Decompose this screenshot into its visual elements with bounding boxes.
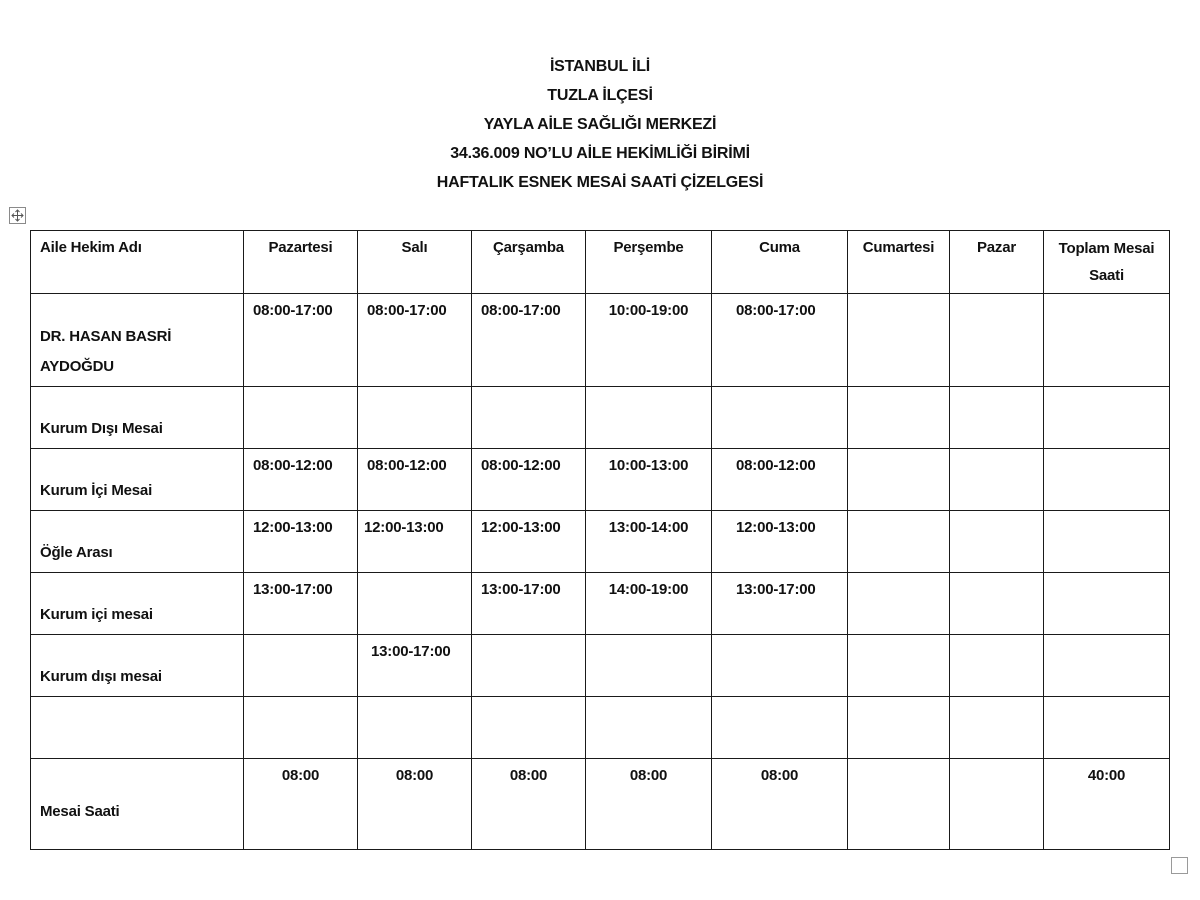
table-cell: [848, 294, 950, 387]
header-health-center: YAYLA AİLE SAĞLIĞI MERKEZİ: [483, 116, 717, 133]
table-row: [31, 635, 1170, 697]
header-cell-tuesday: Salı: [358, 231, 472, 294]
table-cell: [712, 697, 848, 759]
table-cell: [848, 387, 950, 449]
table-cell: 08:00: [712, 759, 848, 850]
table-cell: 13:00-17:00: [472, 573, 586, 635]
table-cell: [586, 635, 712, 697]
table-cell: 08:00-17:00: [358, 294, 472, 387]
table-cell: 08:00-17:00: [244, 294, 358, 387]
table-cell: 08:00-12:00: [712, 449, 848, 511]
weekly-schedule-table: [30, 230, 1170, 850]
table-cell: [712, 387, 848, 449]
table-cell: 08:00-12:00: [472, 449, 586, 511]
header-province: İSTANBUL İLİ: [549, 58, 651, 75]
table-cell: [244, 635, 358, 697]
table-cell: 08:00: [586, 759, 712, 850]
row-label-cell: Kurum İçi Mesai: [31, 449, 244, 511]
table-cell: [848, 697, 950, 759]
table-cell: 14:00-19:00: [586, 573, 712, 635]
table-cell: 13:00-17:00: [712, 573, 848, 635]
header-cell-total-hours: Toplam Mesai Saati: [1044, 231, 1170, 294]
table-cell: [1044, 697, 1170, 759]
table-cell: [1044, 635, 1170, 697]
table-cell: 13:00-17:00: [358, 635, 472, 697]
table-cell: [950, 635, 1044, 697]
table-cell: [950, 449, 1044, 511]
table-cell: [244, 697, 358, 759]
table-cell: 12:00-13:00: [358, 511, 472, 573]
row-label-cell: [31, 697, 244, 759]
table-header-row: [31, 231, 1170, 294]
table-cell: [1044, 294, 1170, 387]
table-cell: [950, 573, 1044, 635]
table-cell: [472, 387, 586, 449]
table-cell: 13:00-17:00: [244, 573, 358, 635]
table-cell: 10:00-19:00: [586, 294, 712, 387]
header-cell-thursday: Perşembe: [586, 231, 712, 294]
table-cell: [1044, 511, 1170, 573]
table-cell: 12:00-13:00: [244, 511, 358, 573]
table-cell: [472, 635, 586, 697]
table-row-total: [31, 759, 1170, 850]
table-cell: 08:00: [472, 759, 586, 850]
table-cell: [1044, 387, 1170, 449]
table-row: [31, 511, 1170, 573]
table-cell: [848, 449, 950, 511]
row-label-cell: Öğle Arası: [31, 511, 244, 573]
table-row: [31, 697, 1170, 759]
table-cell-total: 40:00: [1044, 759, 1170, 850]
header-cell-doctor-name: Aile Hekim Adı: [31, 231, 244, 294]
table-cell: [586, 387, 712, 449]
header-cell-friday: Cuma: [712, 231, 848, 294]
table-cell: 12:00-13:00: [712, 511, 848, 573]
table-cell: 12:00-13:00: [472, 511, 586, 573]
header-cell-saturday: Cumartesi: [848, 231, 950, 294]
header-district: TUZLA İLÇESİ: [547, 87, 653, 104]
table-cell: [950, 759, 1044, 850]
move-arrows-icon[interactable]: [9, 207, 26, 224]
table-cell: [1044, 449, 1170, 511]
header-unit: 34.36.009 NO’LU AİLE HEKİMLİĞİ BİRİMİ: [450, 145, 750, 162]
document-header: [0, 52, 1200, 197]
table-cell: 10:00-13:00: [586, 449, 712, 511]
table-cell: 13:00-14:00: [586, 511, 712, 573]
table-cell: [586, 697, 712, 759]
row-label-cell: Kurum içi mesai: [31, 573, 244, 635]
table-cell: [1044, 573, 1170, 635]
table-cell: [848, 573, 950, 635]
header-schedule-title: HAFTALIK ESNEK MESAİ SAATİ ÇİZELGESİ: [436, 174, 764, 191]
table-cell: [472, 697, 586, 759]
table-row: [31, 294, 1170, 387]
table-cell: 08:00-17:00: [712, 294, 848, 387]
resize-square-icon[interactable]: [1171, 857, 1188, 874]
table-cell: 08:00-12:00: [244, 449, 358, 511]
header-cell-wednesday: Çarşamba: [472, 231, 586, 294]
table-cell: [950, 697, 1044, 759]
row-label-cell: Mesai Saati: [31, 759, 244, 850]
table-cell: [244, 387, 358, 449]
table-cell: [950, 511, 1044, 573]
table-cell: 08:00-17:00: [472, 294, 586, 387]
row-label-cell: DR. HASAN BASRİ AYDOĞDU: [31, 294, 244, 387]
table-cell: 08:00: [358, 759, 472, 850]
table-cell: [848, 511, 950, 573]
row-label-cell: Kurum dışı mesai: [31, 635, 244, 697]
table-row: [31, 573, 1170, 635]
table-cell: [848, 759, 950, 850]
table-row: [31, 387, 1170, 449]
table-cell: [848, 635, 950, 697]
table-row: [31, 449, 1170, 511]
table-cell: [358, 697, 472, 759]
table-cell: [358, 387, 472, 449]
table-cell: [358, 573, 472, 635]
header-cell-monday: Pazartesi: [244, 231, 358, 294]
table-cell: 08:00-12:00: [358, 449, 472, 511]
row-label-cell: Kurum Dışı Mesai: [31, 387, 244, 449]
table-cell: [950, 294, 1044, 387]
table-cell: [950, 387, 1044, 449]
move-arrows-glyph: [11, 209, 24, 222]
table-cell: 08:00: [244, 759, 358, 850]
header-cell-sunday: Pazar: [950, 231, 1044, 294]
table-cell: [712, 635, 848, 697]
